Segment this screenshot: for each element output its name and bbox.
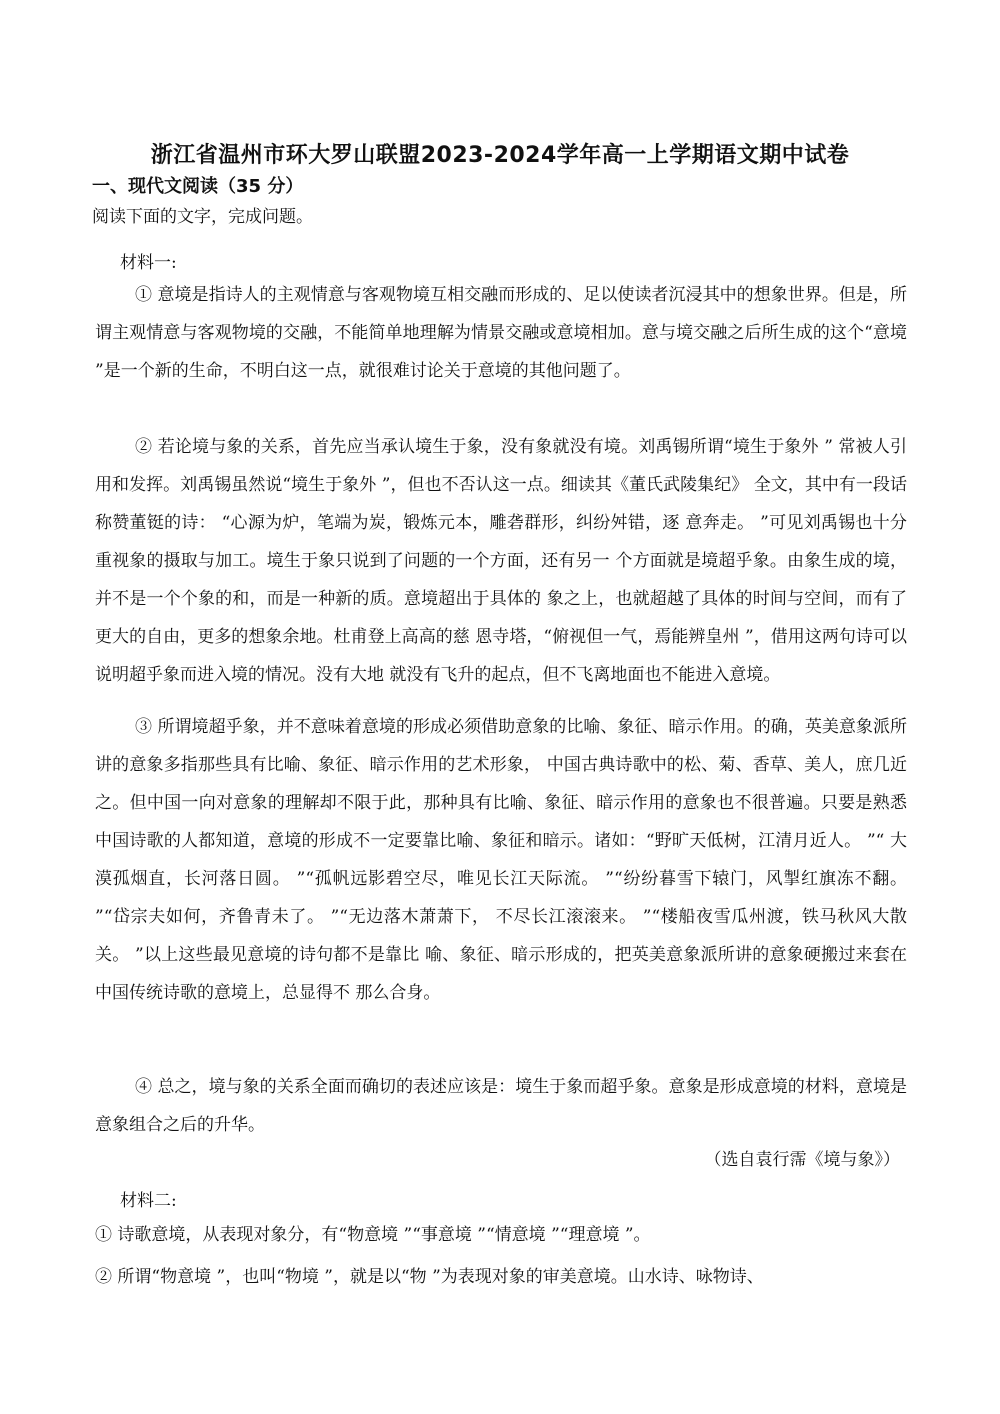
paragraph-2: ② 若论境与象的关系，首先应当承认境生于象，没有象就没有境。刘禹锡所谓“境生于象外 ” 常被人引用和发挥。刘禹锡虽然说“境生于象外 ”，但也不否认这一点。细读其《董氏武陵集纪》 全文，其中有一段话称赞董铤的诗： “心源为炉，笔端为炭，锻炼元本，雕砻群形，纠纷舛错，逐 意奔走。 ”可见刘禹锡也十分重视象的摄取与加工。境生于象只说到了问题的一个方面，还有另一 个方面就是境超乎象。由象生成的境，并不是一个个象的和，而是一种新的质。意境超出于具体的 象之上，也就超越了具体的时间与空间，而有了更大的自由，更多的想象余地。杜甫登上高高的慈 恩寺塔，“俯视但一气，焉能辨皇州 ”，借用这两句诗可以说明超乎象而进入境的情况。没有大地 就没有飞升的起点，但不飞离地面也不能进入意境。 — [95, 437, 907, 685]
paragraph-3: ③ 所谓境超乎象，并不意味着意境的形成必须借助意象的比喻、象征、暗示作用。的确，英美意象派所讲的意象多指那些具有比喻、象征、暗示作用的艺术形象， 中国古典诗歌中的松、菊、香草、美人，庶几近之。但中国一向对意象的理解却不限于此，那种具有比喻、象征、暗示作用的意象也不很普遍。只要是熟悉中国诗歌的人都知道，意境的形成不一定要靠比喻、象征和暗示。诸如：“野旷天低树，江清月近人。 ”“ 大漠孤烟直，长河落日圆。 ”“孤帆远影碧空尽，唯见长江天际流。 ”“纷纷暮雪下辕门，风掣红旗冻不翻。 ”“岱宗夫如何，齐鲁青未了。 ”“无边落木萧萧下， 不尽长江滚滚来。 ”“楼船夜雪瓜州渡，铁马秋风大散关。 ”以上这些最见意境的诗句都不是靠比 喻、象征、暗示形成的，把英美意象派所讲的意象硬搬过来套在中国传统诗歌的意境上，总显得不 那么合身。 — [95, 717, 907, 1003]
material-two-label: 材料二: — [120, 1191, 177, 1211]
material-one-label: 材料一: — [120, 253, 177, 273]
material-two-line-2: ② 所谓“物意境 ”，也叫“物境 ”，就是以“物 ”为表现对象的审美意境。山水诗、咏物诗、 — [95, 1267, 764, 1287]
material-two-line-1: ① 诗歌意境，从表现对象分，有“物意境 ”“事意境 ”“情意境 ”“理意境 ”。 — [95, 1225, 651, 1245]
source-citation: （选自袁行霈《境与象》） — [704, 1150, 900, 1170]
section-heading: 一、现代文阅读（35 分） — [92, 176, 304, 197]
instruction-text: 阅读下面的文字，完成问题。 — [92, 207, 313, 227]
paragraph-4: ④ 总之，境与象的关系全面而确切的表述应该是：境生于象而超乎象。意象是形成意境的材料，意境是意象组合之后的升华。 — [95, 1077, 907, 1135]
page-title: 浙江省温州市环大罗山联盟2023-2024学年高一上学期语文期中试卷 — [150, 143, 850, 168]
paragraph-1: ① 意境是指诗人的主观情意与客观物境互相交融而形成的、足以使读者沉浸其中的想象世界。但是，所谓主观情意与客观物境的交融，不能简单地理解为情景交融或意境相加。意与境交融之后所生成的这个“意境 ”是一个新的生命，不明白这一点，就很难讨论关于意境的其他问题了。 — [95, 285, 907, 381]
